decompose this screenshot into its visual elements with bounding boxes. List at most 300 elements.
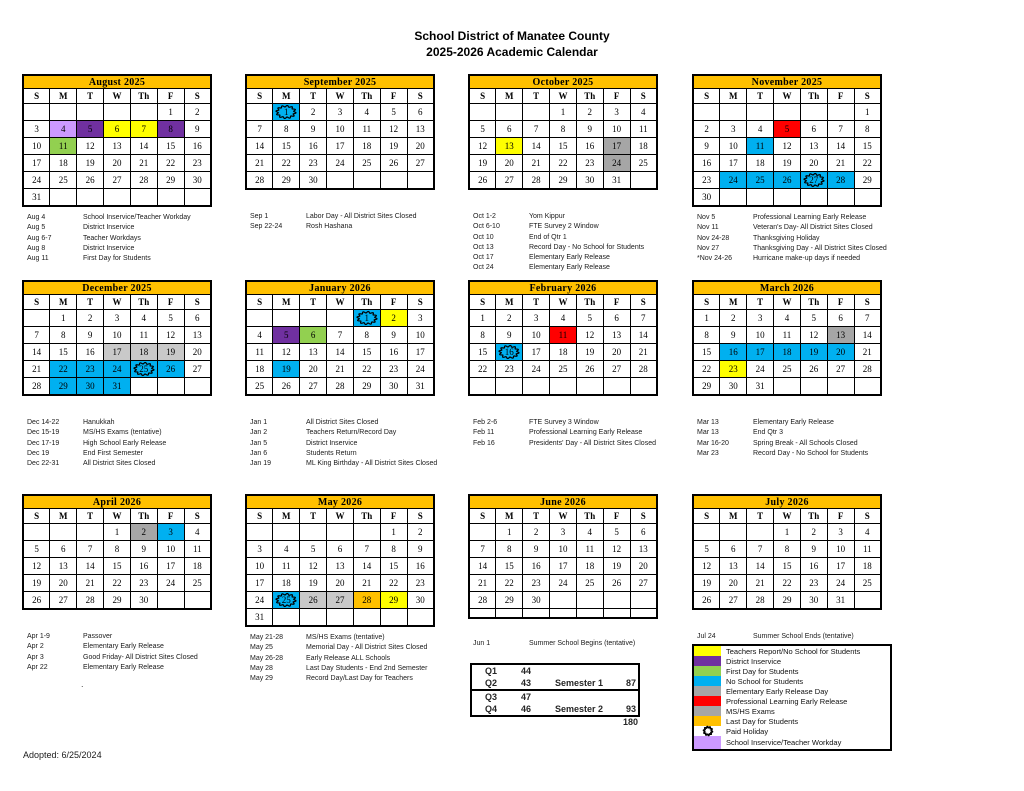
weekday-header: F [157, 89, 184, 104]
day-number: 23 [389, 364, 399, 374]
day-cell [827, 155, 854, 172]
day-cell [23, 344, 50, 361]
legend-label: Professional Learning Early Release [726, 696, 848, 706]
day-cell [380, 361, 407, 378]
day-cell [327, 361, 354, 378]
day-cell [104, 541, 131, 558]
day-cell [184, 189, 211, 207]
day-cell [23, 155, 50, 172]
note-date: Oct 6-10 [473, 223, 500, 231]
legend-item [694, 726, 890, 736]
day-number: 30 [585, 175, 595, 185]
day-cell [23, 138, 50, 155]
day-cell [77, 592, 104, 610]
day-cell [693, 558, 720, 575]
day-cell [77, 344, 104, 361]
day-cell [246, 138, 273, 155]
day-number: 18 [782, 347, 792, 357]
day-cell [854, 104, 881, 121]
note-date: Jan 1 [250, 419, 268, 426]
note-desc: District Inservice [83, 244, 135, 252]
day-number: 4 [865, 527, 870, 537]
day-cell [353, 592, 380, 609]
day-cell [407, 541, 434, 558]
day-number: 6 [614, 313, 619, 323]
day-number: 22 [166, 158, 176, 168]
day-cell [800, 138, 827, 155]
day-cell [104, 361, 131, 378]
day-number: 16 [415, 561, 425, 571]
day-number: 20 [192, 347, 202, 357]
day-number: 14 [755, 561, 765, 571]
day-cell [407, 558, 434, 575]
weekday-header: T [300, 509, 327, 524]
weekday-header: T [300, 89, 327, 104]
day-cell [550, 592, 577, 609]
note-desc: Passover [83, 633, 113, 640]
day-cell [50, 592, 77, 610]
day-number: 6 [114, 124, 120, 134]
day-cell [800, 541, 827, 558]
day-cell [130, 558, 157, 575]
day-cell [774, 121, 801, 138]
day-number: 7 [87, 544, 93, 554]
day-number: 19 [478, 158, 488, 168]
day-cell [50, 344, 77, 361]
day-cell [380, 575, 407, 592]
legend-swatch [694, 676, 721, 686]
note-row [468, 222, 658, 232]
day-cell [300, 344, 327, 361]
day-cell [184, 541, 211, 558]
note-date: Oct 24 [473, 264, 494, 272]
day-number: 17 [612, 141, 622, 151]
month-notes [22, 632, 212, 673]
legend-swatch [694, 646, 721, 656]
day-number: 25 [782, 364, 792, 374]
day-number: 13 [192, 330, 202, 340]
semester-summary-table [470, 663, 640, 727]
month-june-2026 [468, 494, 658, 727]
day-cell [273, 104, 300, 121]
day-cell [246, 592, 273, 609]
weekday-header: Th [353, 89, 380, 104]
weekday-header: W [550, 509, 577, 524]
day-cell [550, 104, 577, 121]
day-number: 2 [391, 313, 396, 323]
day-number: 5 [784, 124, 790, 134]
day-number: 19 [782, 158, 792, 168]
day-cell [693, 155, 720, 172]
day-cell [157, 344, 184, 361]
day-cell [300, 541, 327, 558]
day-number: 14 [638, 330, 648, 340]
day-number: 10 [415, 330, 425, 340]
day-cell [104, 575, 131, 592]
note-desc: End of Qtr 1 [529, 233, 567, 241]
day-number: 27 [728, 595, 738, 605]
day-number: 23 [585, 158, 595, 168]
note-row [245, 664, 435, 674]
month-header: April 2026 [23, 495, 211, 509]
day-cell [496, 172, 523, 190]
day-cell [693, 310, 720, 327]
day-cell [854, 524, 881, 541]
day-number: 4 [560, 313, 566, 323]
day-cell [576, 172, 603, 190]
day-number: 22 [112, 578, 122, 588]
day-cell [630, 104, 657, 121]
day-number: 21 [139, 158, 149, 168]
day-number: 8 [284, 124, 289, 134]
day-number: 18 [58, 158, 68, 168]
legend-swatch [694, 726, 721, 736]
note-desc: District Inservice [306, 439, 358, 447]
day-number: 2 [87, 313, 93, 323]
day-number: 19 [389, 141, 399, 151]
legend-item [694, 736, 890, 749]
day-cell [157, 524, 184, 541]
day-cell [157, 189, 184, 207]
day-cell [380, 138, 407, 155]
day-cell [407, 121, 434, 138]
day-number: 12 [166, 330, 176, 340]
day-number: 23 [531, 578, 541, 588]
day-number: 2 [310, 107, 316, 117]
legend-label: Teachers Report/No School for Students [726, 646, 861, 656]
day-cell [353, 361, 380, 378]
weekday-header: T [77, 509, 104, 524]
legend-swatch [694, 666, 721, 676]
day-number: 6 [61, 544, 66, 554]
day-cell [300, 155, 327, 172]
day-cell [273, 344, 300, 361]
day-cell [854, 575, 881, 592]
day-number: 17 [531, 347, 541, 357]
day-cell [630, 172, 657, 190]
day-cell [469, 378, 496, 396]
note-row [692, 439, 882, 449]
note-date: Mar 23 [697, 449, 719, 457]
day-cell [50, 155, 77, 172]
note-desc: FTE Survey 3 Window [529, 419, 599, 426]
day-cell [273, 524, 300, 541]
day-number: 2 [811, 527, 817, 537]
day-cell [693, 327, 720, 344]
weekday-header: S [407, 89, 434, 104]
day-number: 1 [114, 527, 120, 537]
day-cell [327, 575, 354, 592]
day-cell [130, 575, 157, 592]
day-cell [469, 327, 496, 344]
day-cell [747, 378, 774, 396]
weekday-header: F [380, 295, 407, 310]
weekday-header: F [827, 89, 854, 104]
day-number: 5 [391, 107, 396, 117]
day-cell [77, 121, 104, 138]
day-number: 12 [809, 330, 819, 340]
day-number: 13 [308, 347, 318, 357]
day-number: 21 [862, 347, 872, 357]
day-cell [576, 155, 603, 172]
day-cell [300, 558, 327, 575]
note-date: Mar 13 [697, 429, 719, 437]
day-cell [246, 310, 273, 327]
day-cell [273, 138, 300, 155]
day-cell [157, 378, 184, 396]
month-notes [468, 418, 658, 449]
day-number: 15 [702, 347, 712, 357]
day-number: 6 [507, 124, 512, 134]
day-number: 11 [638, 124, 648, 134]
day-cell [774, 327, 801, 344]
day-number: 18 [139, 347, 149, 357]
day-cell [157, 592, 184, 610]
day-cell [469, 104, 496, 121]
day-cell [469, 524, 496, 541]
day-cell [693, 121, 720, 138]
note-row [22, 439, 212, 449]
note-row [245, 459, 438, 469]
day-cell [327, 104, 354, 121]
note-desc: Presidents' Day - All District Sites Closed [529, 439, 656, 447]
weekday-header: M [720, 89, 747, 104]
weekday-header: S [23, 509, 50, 524]
day-number: 7 [364, 544, 370, 554]
note-desc: All District Sites Closed [83, 460, 156, 468]
day-cell [576, 138, 603, 155]
day-cell [550, 361, 577, 378]
day-cell [603, 138, 630, 155]
weekday-header: S [407, 509, 434, 524]
note-desc: Teacher Workdays [83, 234, 141, 242]
day-cell [496, 310, 523, 327]
weekday-header: M [496, 295, 523, 310]
day-cell [130, 541, 157, 558]
day-cell [184, 155, 211, 172]
note-row [22, 653, 212, 663]
month-header: June 2026 [469, 495, 657, 509]
day-number: 11 [558, 330, 568, 340]
note-desc: Summer School Begins (tentative) [529, 640, 636, 647]
day-cell [327, 327, 354, 344]
day-cell [407, 104, 434, 121]
day-cell [157, 327, 184, 344]
day-cell [693, 172, 720, 189]
day-cell [469, 121, 496, 138]
month-november-2025 [692, 74, 887, 264]
weekday-header: T [300, 295, 327, 310]
day-number: 3 [614, 107, 619, 117]
day-number: 7 [141, 124, 147, 134]
day-number: 14 [255, 141, 265, 151]
day-number: 20 [112, 158, 122, 168]
day-cell [747, 541, 774, 558]
day-cell [469, 172, 496, 190]
day-number: 14 [85, 561, 95, 571]
day-cell [693, 189, 720, 207]
day-cell [50, 104, 77, 121]
weekday-header: W [104, 509, 131, 524]
weekday-header: S [693, 295, 720, 310]
day-cell [184, 138, 211, 155]
day-cell [550, 378, 577, 396]
day-cell [184, 378, 211, 396]
day-cell [774, 344, 801, 361]
note-desc: Rosh Hashana [306, 223, 353, 231]
day-cell [273, 609, 300, 627]
note-date: Apr 22 [27, 663, 48, 671]
month-august-2025 [22, 74, 212, 264]
day-cell [747, 189, 774, 207]
day-number: 28 [862, 364, 872, 374]
note-date: Oct 10 [473, 233, 494, 241]
day-number: 8 [168, 124, 173, 134]
semester-label: Semester 1 [555, 678, 604, 689]
day-cell [380, 558, 407, 575]
page-title: School District of Manatee County [414, 29, 610, 43]
day-number: 26 [612, 578, 622, 588]
day-number: 14 [32, 347, 42, 357]
weekday-header: Th [800, 89, 827, 104]
day-cell [50, 378, 77, 396]
day-number: 9 [195, 124, 200, 134]
day-cell [827, 344, 854, 361]
day-number: 26 [85, 175, 95, 185]
day-cell [827, 524, 854, 541]
day-number: 12 [478, 141, 488, 151]
day-cell [523, 155, 550, 172]
day-number: 4 [641, 107, 646, 117]
day-cell [353, 378, 380, 396]
day-number: 23 [192, 158, 202, 168]
paid-holiday-seal-icon [702, 726, 713, 737]
day-cell [800, 121, 827, 138]
day-cell [747, 361, 774, 378]
day-cell [720, 138, 747, 155]
day-number: 3 [731, 124, 736, 134]
day-cell [827, 172, 854, 189]
note-date: May 21-28 [250, 634, 284, 641]
note-row [22, 418, 212, 428]
day-cell [630, 361, 657, 378]
day-cell [353, 327, 380, 344]
day-cell [380, 344, 407, 361]
day-cell [23, 310, 50, 327]
day-number: 22 [782, 578, 792, 588]
day-number: 27 [809, 175, 819, 185]
day-number: 19 [281, 364, 291, 374]
day-cell [130, 327, 157, 344]
day-cell [273, 541, 300, 558]
day-cell [353, 524, 380, 541]
day-number: 22 [702, 364, 712, 374]
day-cell [246, 155, 273, 172]
day-number: 6 [195, 313, 200, 323]
note-row [22, 254, 212, 264]
weekday-header: S [854, 509, 881, 524]
day-number: 29 [702, 381, 712, 391]
weekday-header: F [827, 509, 854, 524]
stray-dot: . [81, 679, 84, 689]
day-number: 8 [364, 330, 370, 340]
weekday-header: S [693, 89, 720, 104]
day-cell [327, 172, 354, 190]
weekday-header: S [184, 509, 211, 524]
day-number: 6 [310, 330, 316, 340]
day-cell [747, 558, 774, 575]
day-cell [157, 558, 184, 575]
day-cell [23, 575, 50, 592]
day-cell [747, 310, 774, 327]
day-number: 31 [755, 381, 765, 391]
month-notes [692, 418, 882, 459]
day-number: 30 [415, 595, 425, 605]
month-notes [245, 418, 438, 469]
day-number: 24 [415, 364, 425, 374]
day-cell [130, 344, 157, 361]
day-cell [523, 121, 550, 138]
day-cell [747, 327, 774, 344]
day-number: 13 [415, 124, 425, 134]
day-number: 8 [784, 544, 790, 554]
day-cell [77, 310, 104, 327]
legend-label: District Inservice [726, 656, 782, 666]
day-cell [854, 361, 881, 378]
calendar-table [22, 494, 212, 610]
day-number: 4 [364, 107, 370, 117]
day-number: 13 [58, 561, 68, 571]
day-number: 17 [415, 347, 425, 357]
month-header: February 2026 [469, 281, 657, 295]
day-number: 23 [728, 364, 738, 374]
weekday-header: M [50, 89, 77, 104]
day-number: 18 [862, 561, 872, 571]
weekday-header: S [854, 89, 881, 104]
day-number: 26 [782, 175, 792, 185]
day-number: 9 [533, 544, 539, 554]
color-legend [692, 644, 892, 751]
weekday-header: T [77, 89, 104, 104]
day-number: 20 [638, 561, 648, 571]
day-number: 24 [755, 364, 765, 374]
day-number: 3 [418, 313, 423, 323]
day-number: 29 [782, 595, 792, 605]
note-row [692, 428, 882, 438]
legend-swatch [694, 696, 721, 706]
day-cell [23, 172, 50, 189]
day-cell [747, 138, 774, 155]
day-cell [23, 378, 50, 396]
weekday-header: M [273, 89, 300, 104]
day-number: 17 [255, 578, 265, 588]
day-cell [827, 104, 854, 121]
day-number: 2 [587, 107, 593, 117]
day-number: 22 [504, 578, 514, 588]
legend-item [694, 676, 890, 686]
day-number: 13 [836, 330, 846, 340]
day-number: 3 [560, 527, 566, 537]
day-cell [469, 344, 496, 361]
day-cell [380, 172, 407, 190]
day-cell [747, 104, 774, 121]
month-september-2025 [245, 74, 435, 233]
day-number: 29 [166, 175, 176, 185]
day-number: 26 [389, 158, 399, 168]
day-number: 28 [32, 381, 42, 391]
weekday-header: W [104, 89, 131, 104]
day-number: 3 [168, 527, 173, 537]
